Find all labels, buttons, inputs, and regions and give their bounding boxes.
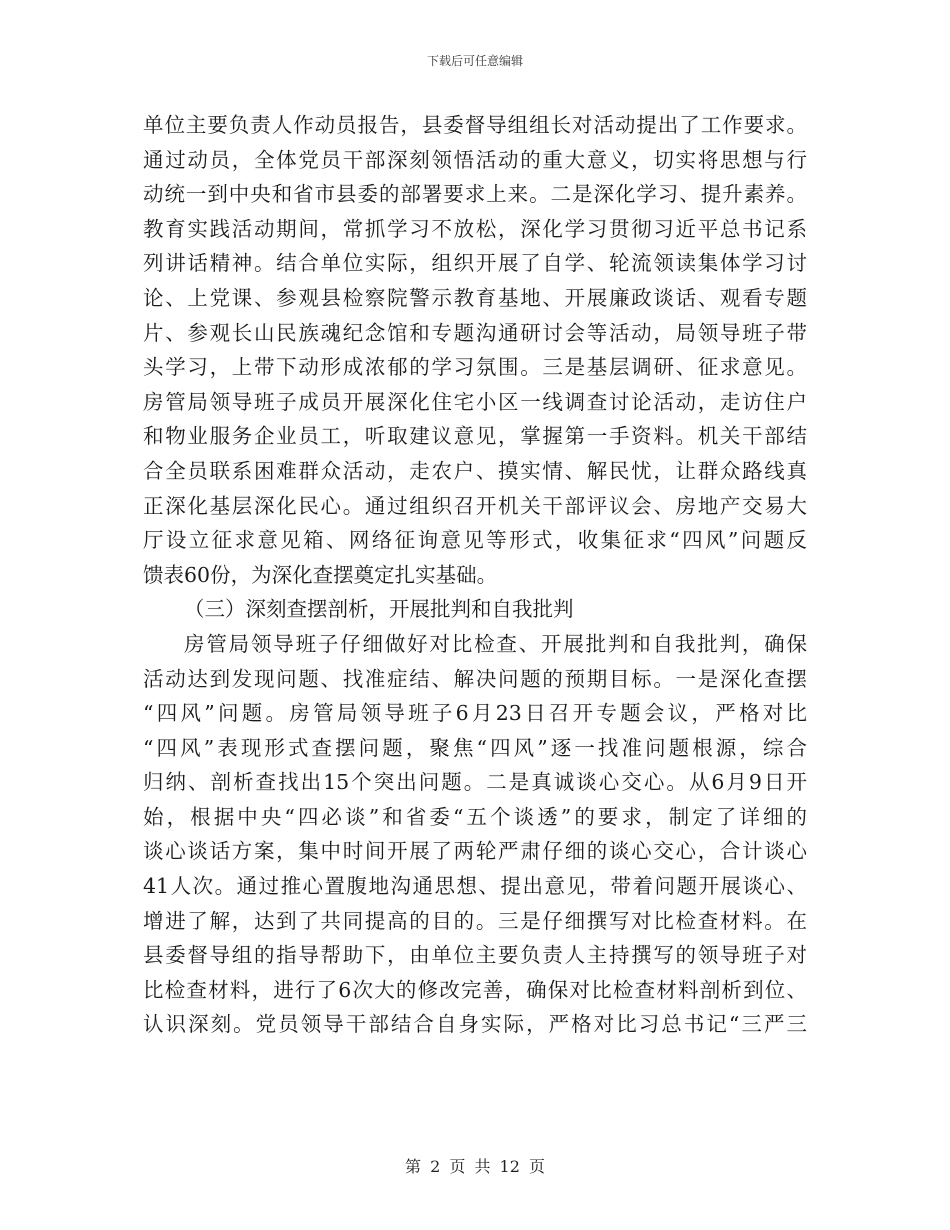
paragraph-line: 认识深刻。党员领导干部结合自身实际，严格对比习总书记“三严三 xyxy=(143,1012,807,1037)
page-number-footer: 第 2 页 共 12 页 xyxy=(405,1157,545,1176)
paragraph-line: 比检查材料，进行了6次大的修改完善，确保对比检查材料剖析到位、 xyxy=(143,977,807,1002)
paragraph-line: 合全员联系困难群众活动，走农户、摸实情、解民忧，让群众路线真 xyxy=(143,458,807,483)
paragraph-line: 房管局领导班子仔细做好对比检查、开展批判和自我批判，确保 xyxy=(184,631,807,656)
page-header: 下载后可任意编辑 xyxy=(426,54,523,68)
paragraph-line: 头学习，上带下动形成浓郁的学习氛围。三是基层调研、征求意见。 xyxy=(143,355,807,380)
paragraph-line: 县委督导组的指导帮助下，由单位主要负责人主持撰写的领导班子对 xyxy=(143,943,807,968)
paragraph-line: 馈表60份，为深化查摆奠定扎实基础。 xyxy=(143,562,498,587)
document-body xyxy=(143,108,807,1042)
paragraph-line: 列讲话精神。结合单位实际，组织开展了自学、轮流领读集体学习讨 xyxy=(143,251,807,276)
paragraph-line: “四风”问题。房管局领导班子6月23日召开专题会议，严格对比 xyxy=(143,701,807,726)
paragraph-line: 活动达到发现问题、找准症结、解决问题的预期目标。一是深化查摆 xyxy=(143,666,807,691)
paragraph-line: 教育实践活动期间，常抓学习不放松，深化学习贯彻习近平总书记系 xyxy=(143,216,807,241)
paragraph-line: 谈心谈话方案，集中时间开展了两轮严肃仔细的谈心交心，合计谈心 xyxy=(143,839,807,864)
paragraph-line: 厅设立征求意见箱、网络征询意见等形式，收集征求“四风”问题反 xyxy=(143,528,807,553)
paragraph-line: 房管局领导班子成员开展深化住宅小区一线调查讨论活动，走访住户 xyxy=(143,389,807,414)
paragraph-line: 动统一到中央和省市县委的部署要求上来。二是深化学习、提升素养。 xyxy=(143,182,807,207)
paragraph-line: 论、上党课、参观县检察院警示教育基地、开展廉政谈话、观看专题 xyxy=(143,285,807,310)
paragraph-line: 增进了解，达到了共同提高的目的。三是仔细撰写对比检查材料。在 xyxy=(143,908,807,933)
paragraph-line: 和物业服务企业员工，听取建议意见，掌握第一手资料。机关干部结 xyxy=(143,424,807,449)
paragraph-line: 始，根据中央“四必谈”和省委“五个谈透”的要求，制定了详细的 xyxy=(143,804,807,829)
paragraph-line: 正深化基层深化民心。通过组织召开机关干部评议会、房地产交易大 xyxy=(143,493,807,518)
paragraph-line: 41人次。通过推心置腹地沟通思想、提出意见，带着问题开展谈心、 xyxy=(143,874,807,899)
paragraph-line: 通过动员，全体党员干部深刻领悟活动的重大意义，切实将思想与行 xyxy=(143,147,807,172)
section-heading: （三）深刻查摆剖析，开展批判和自我批判 xyxy=(184,597,574,622)
paragraph-line: 片、参观长山民族魂纪念馆和专题沟通研讨会等活动，局领导班子带 xyxy=(143,320,807,345)
paragraph-line: 归纳、剖析查找出15个突出问题。二是真诚谈心交心。从6月9日开 xyxy=(143,770,807,795)
paragraph-line: “四风”表现形式查摆问题，聚焦“四风”逐一找准问题根源，综合 xyxy=(143,735,807,760)
paragraph-line: 单位主要负责人作动员报告，县委督导组组长对活动提出了工作要求。 xyxy=(143,113,807,137)
